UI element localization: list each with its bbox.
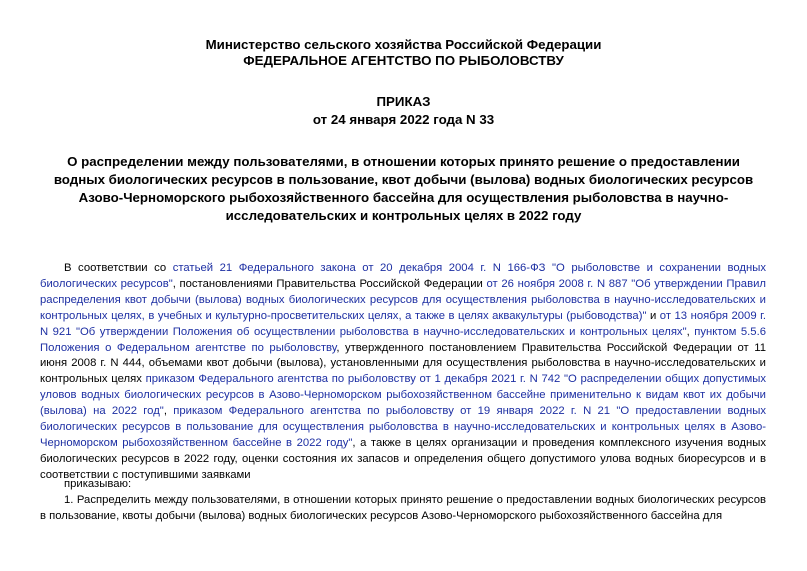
preamble-text: , [686, 325, 695, 338]
link-resolution-887[interactable]: от 26 ноября 2008 г. N 887 "Об утверждении Правил распределения квот добычи (вылова) водных биологических ресурсов для осуществления рыболовства в научно-исследовательских и контрольных целях, в учебных и культурно-просветительских целях, а также в целях аквакультуры (рыбоводства)" [40, 277, 766, 322]
ministry-name: Министерство сельского хозяйства Российской Федерации [205, 37, 602, 52]
link-resolution-921[interactable]: от 13 ноября 2009 г. N 921 "Об утверждении Положения об осуществлении рыболовства в научно-исследовательских и контрольных целях" [40, 309, 766, 338]
preamble-text: , а также в целях организации и проведения комплексного изучения водных биологических ресурсов в 2022 году, оценки состояния их запасов и определения общего допустимого улова водных биоресурсов и в соответствии с поступившими заявками [40, 436, 766, 481]
preamble-text: , утвержденного постановлением Правительства Российской Федерации от 11 июня 2008 г. N 444, объемами квот добычи (вылова), установленными для осуществления рыболовства в научно-исследовательских и контрольных целях [40, 341, 766, 386]
preamble-paragraph [40, 261, 766, 484]
preamble-text: , [163, 405, 174, 418]
document-date-number: от 24 января 2022 года N 33 [312, 112, 495, 127]
document-title: О распределении между пользователями, в отношении которых принято решение о предоставлении водных биологических ресурсов в пользование, квот добычи (вылова) водных биологических ресурсов Азово-Черноморского рыбохозяйственного бассейна для осуществления рыболовства в научно-исследовательских и контрольных целях в 2022 году [53, 154, 754, 223]
preamble-text: и [646, 309, 660, 322]
link-law-166fz[interactable]: статьей 21 Федерального закона от 20 декабря 2004 г. N 166-ФЗ "О рыболовстве и сохранении водных биологических ресурсов" [40, 262, 766, 290]
document-type: ПРИКАЗ [376, 94, 431, 109]
order-word: приказываю: [64, 478, 132, 490]
agency-name: ФЕДЕРАЛЬНОЕ АГЕНТСТВО ПО РЫБОЛОВСТВУ [243, 53, 564, 68]
link-regulation-556[interactable]: пунктом 5.5.6 Положения о Федеральном агентстве по рыболовству [40, 325, 767, 354]
preamble-text: В соответствии со [64, 262, 173, 274]
link-order-742[interactable]: приказом Федерального агентства по рыболовству от 1 декабря 2021 г. N 742 "О распределении общих допустимых уловов водных биологических ресурсов в Азово-Черноморском рыбохозяйственном бассейне применительно к видам квот их добычи (вылова) на 2022 год" [40, 373, 766, 418]
link-order-21[interactable]: приказом Федерального агентства по рыболовству от 19 января 2022 г. N 21 "О предоставлении водных биологических ресурсов в пользование для осуществления рыболовства в научно-исследовательских и контрольных целях в Азово-Черноморском рыбохозяйственном бассейне в 2022 году" [40, 405, 766, 449]
preamble-text: , постановлениями Правительства Российской Федерации [172, 277, 487, 290]
order-item-1: 1. Распределить между пользователями, в отношении которых принято решение о предоставлении водных биологических ресурсов в пользование, квоты добычи (вылова) водных биологических ресурсов Азово-Черноморского рыбохозяйственного бассейна для [40, 494, 766, 522]
